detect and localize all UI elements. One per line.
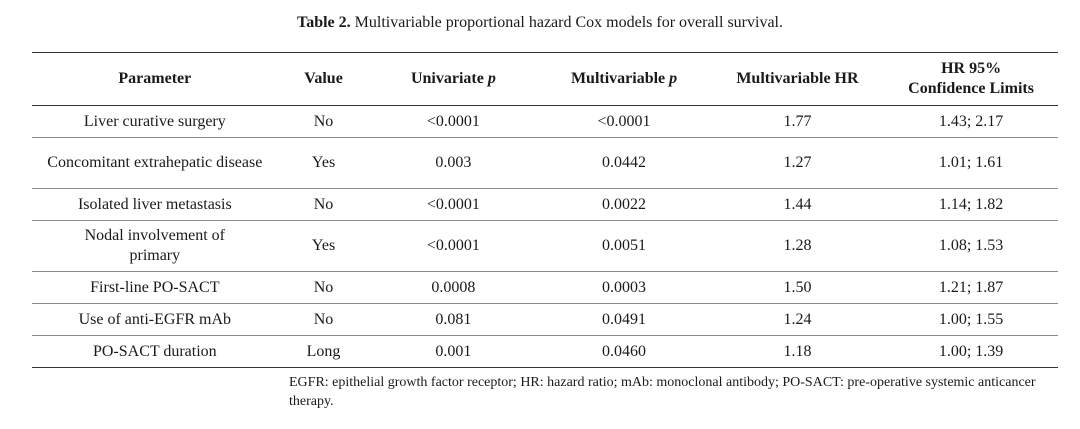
table-body xyxy=(32,106,1058,368)
cell-multivariable-p: 0.0022 xyxy=(602,195,647,213)
cox-model-table xyxy=(32,52,1058,368)
cell-multivariable-p: 0.0460 xyxy=(602,342,647,360)
table-row xyxy=(32,138,1058,189)
cell-parameter xyxy=(32,304,278,336)
header-value: Value xyxy=(304,70,343,87)
cell-ci: 1.00; 1.55 xyxy=(938,310,1004,328)
cell-value: Yes xyxy=(311,154,336,171)
table-row xyxy=(32,189,1058,221)
cell-multivariable-p: <0.0001 xyxy=(597,112,651,130)
cell-parameter xyxy=(32,106,278,138)
cell-value: Long xyxy=(306,342,341,360)
cell-value: No xyxy=(313,112,334,130)
table-row xyxy=(32,272,1058,304)
header-univariate-p-symbol: p xyxy=(487,70,496,87)
table-caption-text: Multivariable proportional hazard Cox models for overall survival. xyxy=(354,14,783,31)
cell-univariate-p: 0.0008 xyxy=(431,278,476,296)
cell-univariate-p: <0.0001 xyxy=(426,237,480,254)
cell-hr: 1.27 xyxy=(783,154,812,171)
cell-univariate-p: 0.001 xyxy=(435,342,472,360)
header-univariate-label: Univariate xyxy=(410,70,484,87)
cell-value: Yes xyxy=(311,237,336,254)
table-row xyxy=(32,336,1058,368)
table-row xyxy=(32,304,1058,336)
cell-value: No xyxy=(313,278,334,296)
cell-parameter xyxy=(32,221,278,272)
cell-parameter xyxy=(32,138,278,189)
cell-ci: 1.01; 1.61 xyxy=(938,154,1004,171)
cell-univariate-p: <0.0001 xyxy=(426,195,480,213)
table-header xyxy=(32,53,1058,106)
cell-multivariable-p: 0.0003 xyxy=(602,278,647,296)
table-caption xyxy=(0,12,1080,34)
header-row xyxy=(32,53,1058,106)
table-caption-label: Table 2. xyxy=(297,14,351,31)
header-confidence-limits xyxy=(884,53,1058,106)
table-row xyxy=(32,106,1058,138)
parameter-text: Nodal involvement of primary xyxy=(84,227,226,264)
cell-parameter xyxy=(32,336,278,368)
cell-univariate-p: <0.0001 xyxy=(426,112,480,130)
cell-ci: 1.08; 1.53 xyxy=(938,237,1004,254)
header-multivariable-p-symbol: p xyxy=(669,70,678,87)
parameter-text: Isolated liver metastasis xyxy=(77,195,232,213)
parameter-text: First-line PO-SACT xyxy=(90,278,220,296)
cell-hr: 1.50 xyxy=(783,278,812,296)
cell-multivariable-p: 0.0491 xyxy=(602,310,647,328)
cell-ci: 1.43; 2.17 xyxy=(938,112,1004,130)
cell-parameter xyxy=(32,272,278,304)
parameter-text: Liver curative surgery xyxy=(83,112,226,130)
cell-value: No xyxy=(313,195,334,213)
header-multivariable-label: Multivariable xyxy=(570,70,666,87)
header-ci-line1: HR 95% xyxy=(941,60,1002,77)
header-univariate-p xyxy=(369,53,537,106)
header-multivariable-hr: Multivariable HR xyxy=(736,70,859,87)
cell-value: No xyxy=(313,310,334,328)
parameter-text: Concomitant extrahepatic disease xyxy=(47,154,263,171)
cell-parameter xyxy=(32,189,278,221)
table-row xyxy=(32,221,1058,272)
cell-hr: 1.77 xyxy=(783,112,812,130)
header-multivariable-p xyxy=(537,53,710,106)
cell-ci: 1.00; 1.39 xyxy=(938,342,1004,360)
cell-multivariable-p: 0.0051 xyxy=(602,237,647,254)
cell-ci: 1.14; 1.82 xyxy=(938,195,1004,213)
cell-hr: 1.28 xyxy=(783,237,812,254)
cell-hr: 1.24 xyxy=(783,310,812,328)
header-parameter: Parameter xyxy=(118,70,192,87)
parameter-text: PO-SACT duration xyxy=(92,342,217,360)
table-footnote: EGFR: epithelial growth factor receptor; HR: hazard ratio; mAb: monoclonal antibody; PO-SACT: pre-operative systemic anticancer therapy. xyxy=(289,375,1036,409)
cell-multivariable-p: 0.0442 xyxy=(602,154,647,171)
cell-hr: 1.18 xyxy=(783,342,812,360)
header-ci-line2: Confidence Limits xyxy=(908,80,1034,97)
parameter-text: Use of anti-EGFR mAb xyxy=(78,310,232,328)
cell-ci: 1.21; 1.87 xyxy=(938,278,1004,296)
cell-univariate-p: 0.003 xyxy=(435,154,472,171)
cell-univariate-p: 0.081 xyxy=(435,310,472,328)
cell-hr: 1.44 xyxy=(783,195,812,213)
